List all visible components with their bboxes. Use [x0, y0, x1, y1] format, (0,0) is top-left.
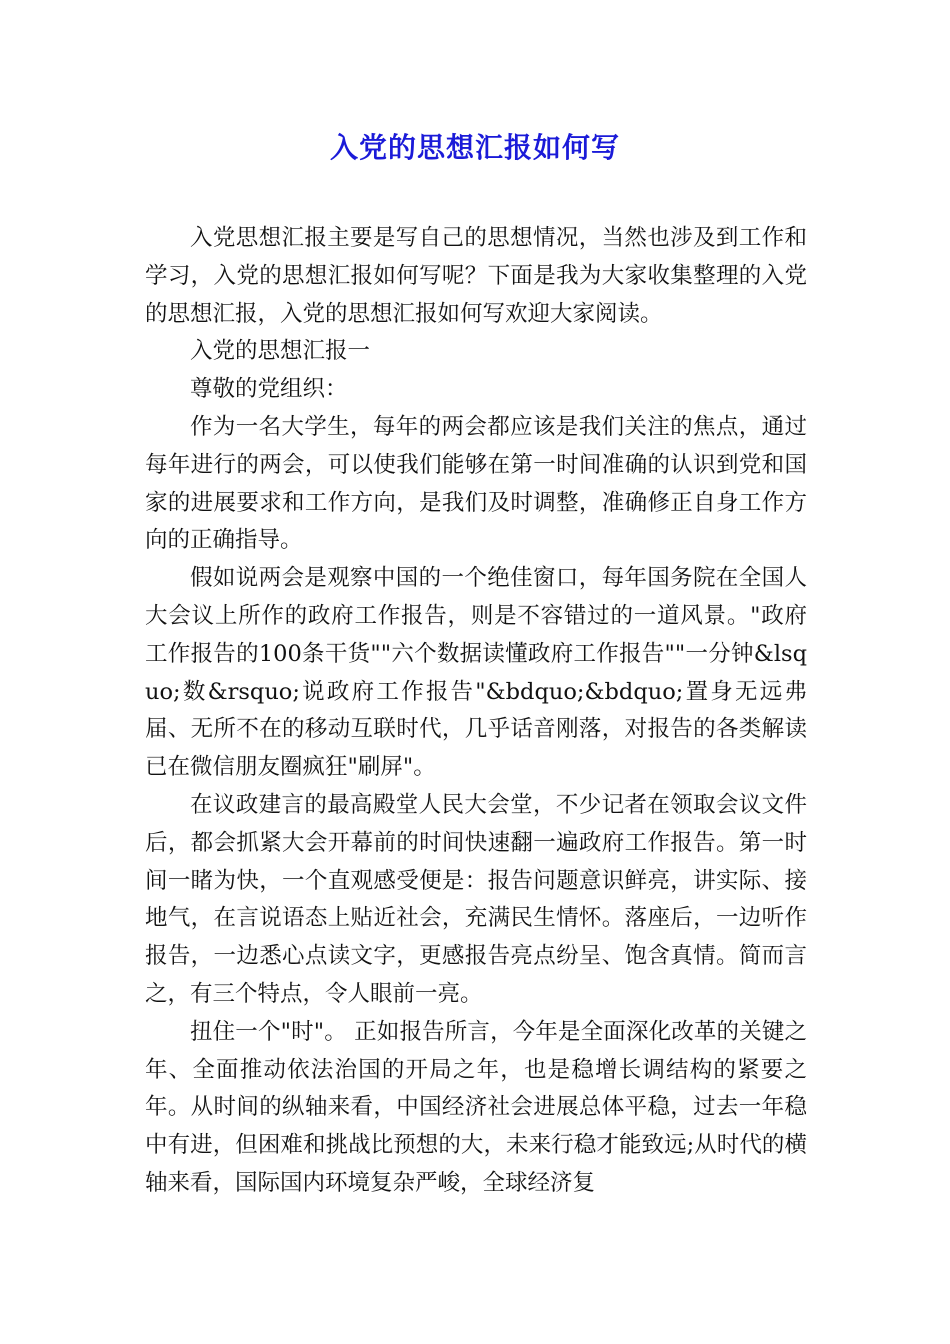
paragraph-section-heading: 入党的思想汇报一 — [190, 338, 371, 365]
paragraph: 假如说两会是观察中国的一个绝佳窗口，每年国务院在全国人大会议上所作的政府工作报告，则是不容错过的一道风景。"政府工作报告的100条干货""六个数据读懂政府工作报告""一分钟&lsquo;数&rsquo;说政府工作报告"&bdquo;&bdquo;置身无远弗届、无所不在的移动互联时代，几乎话音刚落，对报告的各类解读已在微信朋友圈疯狂"刷屏"。 — [145, 565, 807, 781]
paragraph-intro: 入党思想汇报主要是写自己的思想情况，当然也涉及到工作和学习，入党的思想汇报如何写呢？下面是我为大家收集整理的入党的思想汇报，入党的思想汇报如何写欢迎大家阅读。 — [145, 225, 807, 327]
paragraph: 在议政建言的最高殿堂人民大会堂，不少记者在领取会议文件后，都会抓紧大会开幕前的时间快速翻一遍政府工作报告。第一时间一睹为快，一个直观感受便是：报告问题意识鲜亮，讲实际、接地气，在言说语态上贴近社会，充满民生情怀。落座后，一边听作报告，一边悉心点读文字，更感报告亮点纷呈、饱含真情。简而言之，有三个特点，令人眼前一亮。 — [145, 791, 807, 1007]
document-body — [145, 220, 807, 1203]
paragraph: 扭住一个"时"。 正如报告所言，今年是全面深化改革的关键之年、全面推动依法治国的开局之年，也是稳增长调结构的紧要之年。从时间的纵轴来看，中国经济社会进展总体平稳，过去一年稳中有进，但困难和挑战比预想的大，未来行稳才能致远;从时代的横轴来看，国际国内环境复杂严峻，全球经济复 — [145, 1018, 807, 1196]
paragraph: 作为一名大学生，每年的两会都应该是我们关注的焦点，通过每年进行的两会，可以使我们能够在第一时间准确的认识到党和国家的进展要求和工作方向，是我们及时调整，准确修正自身工作方向的正确指导。 — [145, 413, 807, 554]
document-title: 入党的思想汇报如何写 — [329, 131, 620, 164]
paragraph-salutation: 尊敬的党组织： — [190, 376, 348, 403]
